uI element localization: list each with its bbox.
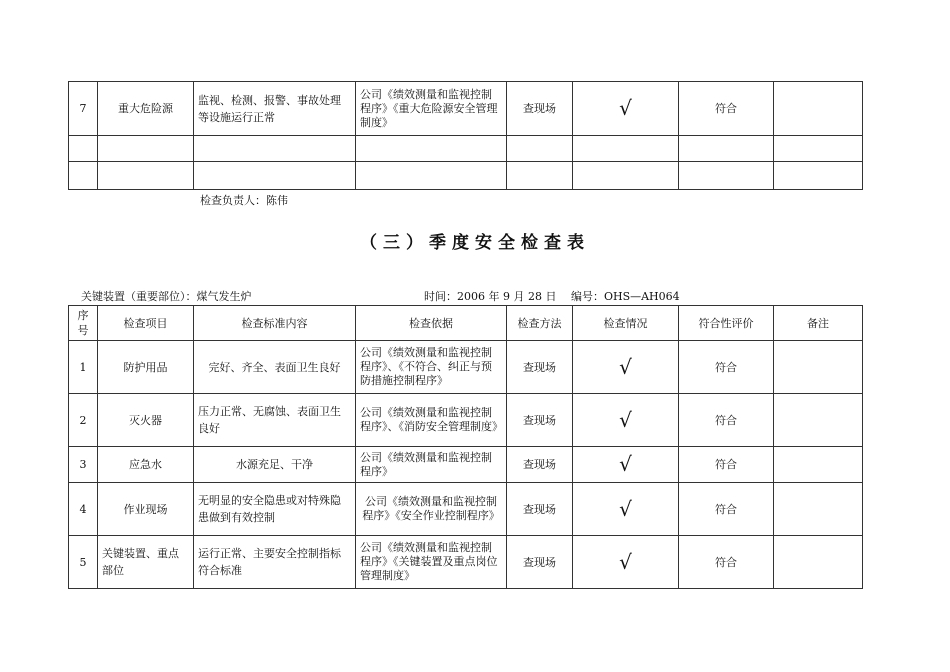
checkmark-icon: √ xyxy=(573,447,679,483)
check-basis: 公司《绩效测量和监视控制程序》《关键装置及重点岗位管理制度》 xyxy=(356,536,507,589)
row-number: 3 xyxy=(69,447,98,483)
remark xyxy=(774,162,863,190)
check-method: 查现场 xyxy=(507,447,573,483)
conformity-evaluation: 符合 xyxy=(679,483,774,536)
previous-check-table xyxy=(68,81,863,190)
check-basis: 公司《绩效测量和监视控制程序》《安全作业控制程序》 xyxy=(356,483,507,536)
check-standard: 完好、齐全、表面卫生良好 xyxy=(194,341,356,394)
check-standard: 监视、检测、报警、事故处理等设施运行正常 xyxy=(194,82,356,136)
check-method: 查现场 xyxy=(507,82,573,136)
table-row xyxy=(69,483,863,536)
checkmark-icon: √ xyxy=(573,82,679,136)
checkmark-icon: √ xyxy=(573,536,679,589)
header-basis: 检查依据 xyxy=(356,306,507,341)
check-status xyxy=(573,136,679,162)
header-item: 检查项目 xyxy=(98,306,194,341)
table-header-row xyxy=(69,306,863,341)
table-row xyxy=(69,394,863,447)
check-basis: 公司《绩效测量和监视控制程序》 xyxy=(356,447,507,483)
row-number xyxy=(69,136,98,162)
conformity-evaluation xyxy=(679,136,774,162)
check-standard: 运行正常、主要安全控制指标符合标准 xyxy=(194,536,356,589)
check-item: 关键装置、重点部位 xyxy=(98,536,194,589)
check-status xyxy=(573,162,679,190)
table-row xyxy=(69,447,863,483)
table-row xyxy=(69,136,863,162)
row-number: 7 xyxy=(69,82,98,136)
check-basis: 公司《绩效测量和监视控制程序》、《不符合、纠正与预防措施控制程序》 xyxy=(356,341,507,394)
conformity-evaluation: 符合 xyxy=(679,536,774,589)
table-row xyxy=(69,82,863,136)
check-method xyxy=(507,162,573,190)
header-remark: 备注 xyxy=(774,306,863,341)
check-method: 查现场 xyxy=(507,536,573,589)
check-basis: 公司《绩效测量和监视控制程序》《重大危险源安全管理制度》 xyxy=(356,82,507,136)
table-row xyxy=(69,341,863,394)
remark xyxy=(774,341,863,394)
check-method: 查现场 xyxy=(507,483,573,536)
table-row xyxy=(69,536,863,589)
check-basis xyxy=(356,136,507,162)
check-basis xyxy=(356,162,507,190)
check-method: 查现场 xyxy=(507,341,573,394)
check-method: 查现场 xyxy=(507,394,573,447)
check-method xyxy=(507,136,573,162)
conformity-evaluation: 符合 xyxy=(679,82,774,136)
remark xyxy=(774,483,863,536)
row-number: 1 xyxy=(69,341,98,394)
header-evaluation: 符合性评价 xyxy=(679,306,774,341)
header-no: 序号 xyxy=(69,306,98,341)
key-device-label: 关键装置（重要部位）：煤气发生炉 xyxy=(81,290,252,303)
check-standard: 压力正常、无腐蚀、表面卫生良好 xyxy=(194,394,356,447)
check-item xyxy=(98,136,194,162)
inspector-in-charge: 检查负责人：陈伟 xyxy=(200,194,288,207)
remark xyxy=(774,82,863,136)
check-item: 灭火器 xyxy=(98,394,194,447)
table-row xyxy=(69,162,863,190)
check-standard: 水源充足、干净 xyxy=(194,447,356,483)
checkmark-icon: √ xyxy=(573,483,679,536)
header-method: 检查方法 xyxy=(507,306,573,341)
check-standard xyxy=(194,136,356,162)
remark xyxy=(774,536,863,589)
conformity-evaluation: 符合 xyxy=(679,447,774,483)
check-item: 重大危险源 xyxy=(98,82,194,136)
header-status: 检查情况 xyxy=(573,306,679,341)
remark xyxy=(774,447,863,483)
conformity-evaluation: 符合 xyxy=(679,341,774,394)
row-number: 4 xyxy=(69,483,98,536)
checkmark-icon: √ xyxy=(573,341,679,394)
conformity-evaluation xyxy=(679,162,774,190)
row-number: 5 xyxy=(69,536,98,589)
check-item: 防护用品 xyxy=(98,341,194,394)
quarterly-check-table xyxy=(68,305,863,589)
conformity-evaluation: 符合 xyxy=(679,394,774,447)
check-item xyxy=(98,162,194,190)
header-standard: 检查标准内容 xyxy=(194,306,356,341)
page-title: （三）季度安全检查表 xyxy=(360,233,590,253)
checkmark-icon: √ xyxy=(573,394,679,447)
check-standard xyxy=(194,162,356,190)
check-item: 应急水 xyxy=(98,447,194,483)
remark xyxy=(774,136,863,162)
remark xyxy=(774,394,863,447)
date-and-code: 时间：2006 年 9 月 28 日 编号：OHS—AH064 xyxy=(424,290,680,303)
check-item: 作业现场 xyxy=(98,483,194,536)
check-standard: 无明显的安全隐患或对特殊隐患做到有效控制 xyxy=(194,483,356,536)
row-number: 2 xyxy=(69,394,98,447)
row-number xyxy=(69,162,98,190)
check-basis: 公司《绩效测量和监视控制程序》、《消防安全管理制度》 xyxy=(356,394,507,447)
